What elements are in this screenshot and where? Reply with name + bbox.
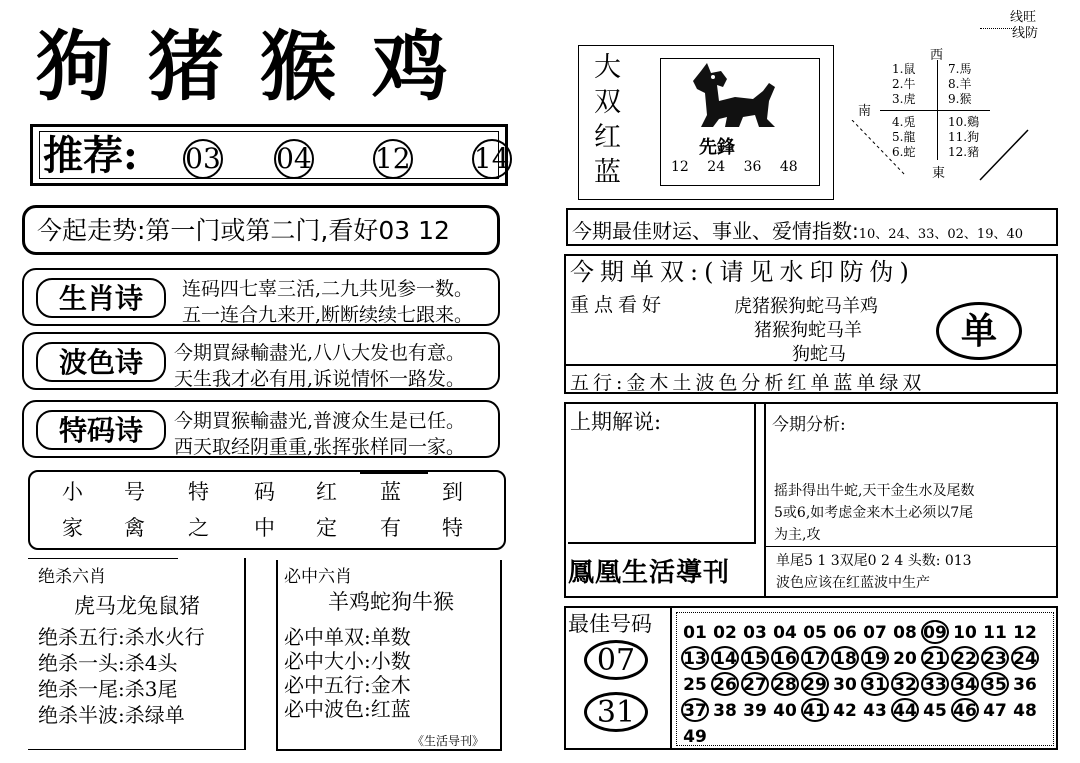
index-label: 今期最佳财运、事业、爱情指数:	[572, 219, 859, 243]
prev-label: 上期解说:	[570, 410, 662, 434]
corner-note-bottom: 线防	[1012, 26, 1039, 41]
index-values: 10、24、33、02、19、40	[858, 227, 1024, 242]
kill-top-line	[28, 558, 178, 559]
best-pick: 07	[584, 640, 648, 680]
must-row	[284, 648, 411, 674]
lottery-number: 01	[683, 623, 707, 643]
lottery-number: 33	[921, 672, 949, 696]
recommend-number: 12	[373, 139, 413, 179]
lottery-number: 22	[951, 646, 979, 670]
must-key: 必中单双:	[284, 625, 371, 649]
lottery-number: 29	[801, 672, 829, 696]
grid-char: 码	[254, 480, 275, 504]
index-line	[572, 215, 1023, 244]
number-row	[680, 724, 1060, 744]
kill-title: 绝杀六肖	[38, 567, 106, 587]
must-footer: 《生活导刊》	[412, 734, 485, 748]
compass-left-list	[892, 62, 915, 160]
poem-label: 生肖诗	[36, 278, 166, 318]
char-grid-accent-line	[360, 472, 428, 474]
lottery-number: 08	[893, 623, 917, 643]
must-key: 必中波色:	[284, 697, 371, 721]
single-wuxing: 五行:金木土波色分析红单蓝单绿双	[570, 372, 926, 394]
lottery-number: 47	[983, 701, 1007, 721]
analysis-body	[774, 480, 974, 546]
kill-key: 绝杀半波:	[38, 703, 125, 727]
recommend-box	[30, 124, 508, 186]
grid-char: 小	[62, 480, 83, 504]
must-six: 羊鸡蛇狗牛猴	[328, 590, 454, 614]
kill-value: 杀3尾	[124, 677, 178, 701]
lottery-number: 17	[801, 646, 829, 670]
must-value: 小数	[370, 649, 411, 673]
lottery-number: 35	[981, 672, 1009, 696]
single-divider	[566, 364, 1056, 366]
compass-east: 東	[932, 166, 946, 181]
analysis-tail: 单尾5 1 3双尾0 2 4 头数: 013	[776, 553, 972, 569]
compass-item: 8.羊	[948, 77, 972, 91]
lottery-number: 43	[863, 701, 887, 721]
compass-item: 6.蛇	[892, 145, 916, 159]
lottery-number: 31	[861, 672, 889, 696]
analysis-line: 为主,攻	[774, 527, 821, 543]
compass-item: 9.猴	[948, 92, 972, 106]
lottery-number: 37	[681, 698, 709, 722]
compass-south: 南	[858, 104, 872, 119]
grid-char: 到	[442, 480, 463, 504]
recommend-number: 04	[274, 139, 314, 179]
lottery-number: 12	[1013, 623, 1037, 643]
must-value: 金木	[370, 673, 411, 697]
lottery-number: 10	[953, 623, 977, 643]
must-value: 红蓝	[370, 697, 411, 721]
must-title: 必中六肖	[284, 567, 352, 587]
vertical-char: 蓝	[594, 157, 621, 188]
index-box	[566, 208, 1058, 246]
lottery-number: 49	[683, 727, 707, 744]
must-row	[284, 672, 411, 698]
number-row	[680, 620, 1060, 646]
lottery-number: 25	[683, 675, 707, 695]
lottery-number: 40	[773, 701, 797, 721]
vanguard-box	[660, 58, 820, 186]
must-row	[284, 696, 411, 722]
single-box	[564, 254, 1058, 394]
kill-key: 绝杀五行:	[38, 625, 125, 649]
grid-char: 家	[62, 516, 83, 540]
kill-row	[38, 624, 205, 650]
lottery-number: 34	[951, 672, 979, 696]
recommend-numbers	[183, 139, 512, 179]
lottery-number: 32	[891, 672, 919, 696]
corner-note-top: 线旺	[1010, 10, 1037, 25]
grid-char: 特	[188, 480, 209, 504]
single-title: 今期单双:(请见水印防伪)	[570, 258, 915, 286]
trend-text: 今起走势:第一门或第二门,看好03 12	[37, 216, 450, 245]
analysis-line: 摇卦得出牛蛇,天干金生水及尾数	[774, 483, 975, 499]
kill-row	[38, 650, 177, 676]
vertical-char: 大	[594, 52, 621, 83]
vertical-char: 红	[594, 122, 621, 153]
grid-char: 有	[380, 516, 401, 540]
kill-value: 杀4头	[124, 651, 178, 675]
kill-value: 杀绿单	[124, 703, 185, 727]
lottery-number: 30	[833, 675, 857, 695]
must-box-bottom-line	[276, 749, 502, 751]
grid-char: 定	[316, 516, 337, 540]
lottery-number: 15	[741, 646, 769, 670]
lottery-number: 18	[831, 646, 859, 670]
vanguard-number: 12	[671, 159, 689, 175]
must-key: 必中五行:	[284, 673, 371, 697]
corner-dotted-line	[980, 28, 1014, 29]
brand-label: 鳳凰生活導刊	[568, 558, 731, 588]
page-title	[36, 22, 484, 112]
lottery-number: 38	[713, 701, 737, 721]
lottery-number: 45	[923, 701, 947, 721]
vertical-char: 双	[594, 87, 621, 118]
analysis-wave: 波色应该在红蓝波中生产	[776, 575, 930, 591]
lottery-number: 13	[681, 646, 709, 670]
single-stamp: 单	[936, 302, 1022, 360]
lottery-number: 21	[921, 646, 949, 670]
grid-char: 之	[188, 516, 209, 540]
vanguard-label: 先鋒	[699, 137, 735, 158]
lottery-number: 26	[711, 672, 739, 696]
recommend-number: 03	[183, 139, 223, 179]
grid-char: 特	[442, 516, 463, 540]
vanguard-number: 24	[707, 159, 726, 175]
lottery-number: 28	[771, 672, 799, 696]
must-value: 单数	[370, 625, 411, 649]
compass-item: 5.龍	[892, 130, 916, 144]
lottery-number: 48	[1013, 701, 1037, 721]
lottery-number: 20	[893, 649, 917, 669]
poem-line: 今期買緑輸盡光,八八大发也有意。	[174, 342, 466, 364]
best-label: 最佳号码	[568, 612, 652, 636]
poem-line: 天生我才必有用,诉说情怀一路发。	[174, 368, 466, 390]
compass-diagonals	[850, 120, 1030, 190]
lottery-number: 36	[1013, 675, 1037, 695]
number-row	[680, 646, 1060, 672]
vanguard-numbers	[671, 159, 798, 175]
must-box-right-line	[500, 560, 502, 750]
trend-box	[22, 205, 500, 255]
lottery-number: 27	[741, 672, 769, 696]
best-pick: 31	[584, 692, 648, 732]
lottery-number: 06	[833, 623, 857, 643]
compass-item: 4.兎	[892, 115, 916, 129]
lottery-number: 44	[891, 698, 919, 722]
lottery-number: 02	[713, 623, 737, 643]
grid-char: 蓝	[380, 480, 401, 504]
poem-label: 特码诗	[36, 410, 166, 450]
grid-char: 红	[316, 480, 337, 504]
analysis-line: 5或6,如考虑金来木土必须以7尾	[774, 505, 974, 521]
vertical-chars	[594, 50, 621, 190]
poem-line: 西天取经阴重重,张挥张样同一家。	[174, 436, 466, 458]
curr-label: 今期分析:	[772, 415, 846, 435]
must-key: 必中大小:	[284, 649, 371, 673]
poem-line: 连码四七辜三活,二九共见参一数。	[182, 278, 474, 300]
kill-key: 绝杀一头:	[38, 651, 125, 675]
kill-six: 虎马龙兔鼠猪	[74, 594, 200, 618]
number-grid	[680, 620, 1060, 744]
single-label: 重点看好	[570, 294, 667, 316]
compass-right-list	[948, 62, 979, 160]
lottery-number: 11	[983, 623, 1007, 643]
best-divider	[670, 606, 672, 750]
poem-box	[22, 268, 500, 326]
recommend-number: 14	[472, 139, 512, 179]
compass-item: 10.鷄	[948, 115, 980, 129]
kill-row	[38, 676, 177, 702]
poem-line: 五一连合九来开,断断续续七跟来。	[182, 304, 474, 326]
lottery-number: 09	[921, 620, 949, 644]
poem-line: 今期買猴輸盡光,普渡众生是已任。	[174, 410, 466, 432]
title-text: 狗猪猴鸡	[36, 22, 484, 111]
analysis-divider	[766, 546, 1056, 547]
lottery-number: 42	[833, 701, 857, 721]
dog-icon	[683, 61, 783, 133]
lottery-number: 04	[773, 623, 797, 643]
grid-char: 禽	[124, 516, 145, 540]
lottery-number: 05	[803, 623, 827, 643]
compass-west: 西	[930, 48, 944, 63]
lottery-number: 46	[951, 698, 979, 722]
number-row	[680, 698, 1060, 724]
lottery-number: 41	[801, 698, 829, 722]
vanguard-number: 36	[743, 159, 762, 175]
must-row	[284, 624, 411, 650]
single-line: 虎猪猴狗蛇马羊鸡	[734, 296, 878, 317]
poem-label: 波色诗	[36, 342, 166, 382]
compass-item: 1.鼠	[892, 62, 916, 76]
grid-char: 中	[254, 516, 275, 540]
lottery-number: 14	[711, 646, 739, 670]
compass-item: 3.虎	[892, 92, 916, 106]
compass-item: 12.豬	[948, 145, 980, 159]
lottery-number: 24	[1011, 646, 1039, 670]
lottery-number: 23	[981, 646, 1009, 670]
poem-box	[22, 332, 500, 390]
kill-value: 杀水火行	[124, 625, 205, 649]
kill-key: 绝杀一尾:	[38, 677, 125, 701]
kill-row	[38, 702, 185, 728]
single-line: 猪猴狗蛇马羊	[754, 320, 862, 341]
vanguard-number: 48	[779, 159, 798, 175]
lottery-number: 16	[771, 646, 799, 670]
recommend-label: 推荐:	[43, 132, 138, 179]
compass-item: 11.狗	[948, 130, 980, 144]
number-row	[680, 672, 1060, 698]
must-box-left-line	[276, 560, 278, 750]
grid-char: 号	[124, 480, 145, 504]
single-line: 狗蛇马	[792, 344, 846, 365]
compass-item: 2.牛	[892, 77, 916, 91]
lottery-number: 19	[861, 646, 889, 670]
lottery-number: 03	[743, 623, 767, 643]
compass-item: 7.馬	[948, 62, 972, 76]
lottery-number: 39	[743, 701, 767, 721]
lottery-number: 07	[863, 623, 887, 643]
poem-box	[22, 400, 500, 458]
